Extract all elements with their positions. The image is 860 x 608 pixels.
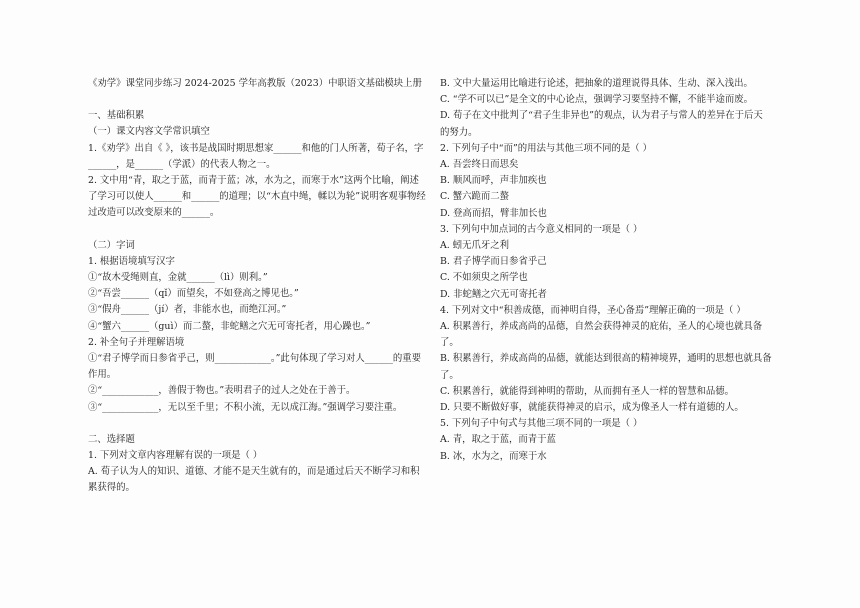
question-fill-1: 1.《劝学》出自《 》，该书是战国时期思想家______和他的门人所著，荀子名，字______，是______（学派）的代表人物之一。 — [88, 142, 424, 170]
sentence-item-1: ①“君子博学而日参省乎己，则____________。”此句体现了学习对人______的重要作用。 — [88, 353, 422, 381]
document-title: 《劝学》课堂同步练习 2024-2025 学年高教版（2023）中职语文基础模块上册 — [88, 78, 422, 89]
choice-question-1: 1. 下列对文章内容理解有误的一项是（ ） — [88, 450, 263, 462]
choice-3-option-c: C. 不如须臾之所学也 — [440, 272, 528, 284]
right-column — [440, 76, 772, 465]
choice-question-2: 2. 下列句子中“而”的用法与其他三项不同的是（ ） — [440, 142, 652, 154]
choice-5-option-a: A. 青，取之于蓝，而青于蓝 — [440, 434, 556, 446]
question-complete-sentences: 2. 补全句子并理解语境 — [88, 336, 185, 348]
section-heading-basics: 一、基础积累 — [88, 110, 145, 122]
subsection-heading-words: （二）字词 — [88, 239, 135, 251]
choice-3-option-d: D. 非蛇鳝之穴无可寄托者 — [440, 288, 547, 300]
choice-4-option-c: C. 积累善行，就能得到神明的帮助，从而拥有圣人一样的智慧和品德。 — [440, 385, 735, 397]
sentence-item-2: ②“____________，善假于物也。”表明君子的过人之处在于善于。 — [88, 385, 356, 397]
choice-3-option-a: A. 蚓无爪牙之利 — [440, 240, 509, 252]
sentence-item-3: ③“____________，无以至千里；不积小流，无以成江海。”强调学习要注重。 — [88, 401, 403, 413]
question-characters: 1. 根据语境填写汉字 — [88, 255, 175, 267]
character-item-2: ②“吾尝______（qǐ）而望矣，不如登高之博见也。” — [88, 288, 299, 300]
choice-question-4: 4. 下列对文中“积善成德，而神明自得，圣心备焉”理解正确的一项是（ ） — [440, 304, 746, 316]
character-item-3: ③“假舟______（jí）者，非能水也，而绝江河。” — [88, 304, 287, 316]
section-heading-choice: 二、选择题 — [88, 433, 135, 445]
choice-5-option-b: B. 冰，水为之，而寒于水 — [440, 450, 547, 462]
choice-1-option-d: D. 荀子在文中批判了“君子生非异也”的观点，认为君子与常人的差异在于后天的努力。 — [440, 110, 763, 138]
choice-2-option-b: B. 顺风而呼，声非加疾也 — [440, 175, 547, 187]
choice-question-3: 3. 下列句中加点词的古今意义相同的一项是（ ） — [440, 223, 643, 235]
choice-question-5: 5. 下列句子中句式与其他三项不同的一项是（ ） — [440, 418, 643, 430]
left-column — [88, 76, 428, 497]
character-item-1: ①“故木受绳则直，金就______（lì）则利。” — [88, 272, 268, 284]
choice-2-option-c: C. 蟹六跪而二螯 — [440, 191, 510, 203]
choice-1-option-c: C. “学不可以已”是全文的中心论点，强调学习要坚持不懈，不能半途而废。 — [440, 94, 754, 106]
choice-4-option-a: A. 积累善行，养成高尚的品德，自然会获得神灵的庇佑，圣人的心境也就具备了。 — [440, 321, 763, 349]
question-fill-2: 2. 文中用“青，取之于蓝，而青于蓝；冰，水为之，而寒于水”这两个比喻，阐述了学习可以使人______和______的道理；以“木直中绳，輮以为轮”说明客观事物经过改造可以改变原来的______。 — [88, 175, 426, 219]
choice-4-option-b: B. 积累善行，养成高尚的品德，就能达到很高的精神境界，通明的思想也就具备了。 — [440, 353, 772, 381]
choice-1-option-b: B. 文中大量运用比喻进行论述，把抽象的道理说得具体、生动、深入浅出。 — [440, 78, 753, 89]
subsection-heading-literature: （一）课文内容文学常识填空 — [88, 126, 210, 138]
choice-3-option-b: B. 君子博学而日参省乎己 — [440, 256, 547, 268]
choice-4-option-d: D. 只要不断做好事，就能获得神灵的启示，成为像圣人一样有道德的人。 — [440, 402, 744, 414]
character-item-4: ④“蟹六______（guì）而二螯，非蛇鳝之穴无可寄托者，用心躁也。” — [88, 320, 371, 332]
choice-1-option-a: A. 荀子认为人的知识、道德、才能不是天生就有的，而是通过后天不断学习和积累获得的。 — [88, 466, 420, 494]
choice-2-option-d: D. 登高而招，臂非加长也 — [440, 207, 547, 219]
choice-2-option-a: A. 吾尝终日而思矣 — [440, 159, 519, 171]
